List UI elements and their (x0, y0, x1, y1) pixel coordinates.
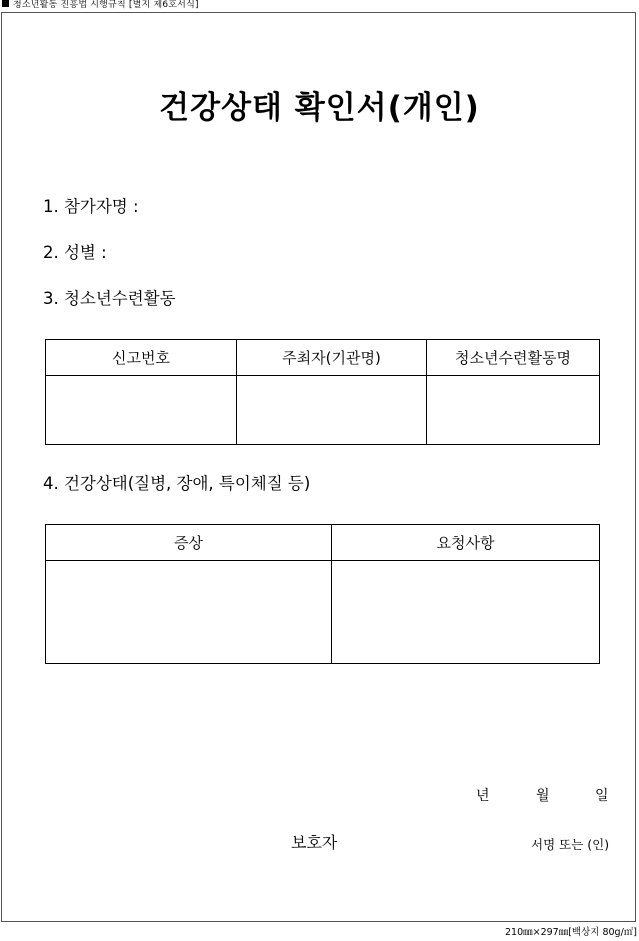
square-bullet-icon (2, 0, 9, 7)
request-header: 요청사항 (332, 525, 600, 561)
form-reference-note (2, 0, 199, 10)
activity-name-header: 청소년수련활동명 (427, 340, 600, 376)
request-cell[interactable] (332, 561, 600, 664)
gender-label: 2. 성별 : (43, 243, 107, 262)
date-day-label: 일 (595, 788, 609, 804)
participant-name-label: 1. 참가자명 : (43, 197, 139, 216)
health-table-header-row (46, 525, 600, 561)
paper-spec-note: 210㎜×297㎜[백상지 80g/㎡] (504, 927, 637, 938)
report-number-cell[interactable] (46, 376, 237, 445)
report-number-header: 신고번호 (46, 340, 237, 376)
activity-label: 3. 청소년수련활동 (43, 289, 176, 308)
form-reference-text: 청소년활동 진흥법 시행규칙 [별지 제6호서식] (13, 0, 199, 10)
symptom-cell[interactable] (46, 561, 332, 664)
date-year-label: 년 (476, 788, 490, 804)
activity-name-cell[interactable] (427, 376, 600, 445)
symptom-header: 증상 (46, 525, 332, 561)
health-table-row (46, 561, 600, 664)
activity-table-row (46, 376, 600, 445)
document-frame (1, 12, 636, 922)
activity-table-header-row (46, 340, 600, 376)
health-status-label: 4. 건강상태(질병, 장애, 특이체질 등) (43, 474, 311, 493)
organizer-header: 주최자(기관명) (237, 340, 427, 376)
organizer-cell[interactable] (237, 376, 427, 445)
document-title: 건강상태 확인서(개인) (159, 90, 480, 126)
signature-or-seal-label: 서명 또는 (인) (531, 837, 610, 852)
activity-table (45, 339, 600, 445)
guardian-label: 보호자 (291, 833, 338, 852)
health-table (45, 524, 600, 664)
date-month-label: 월 (536, 788, 550, 804)
